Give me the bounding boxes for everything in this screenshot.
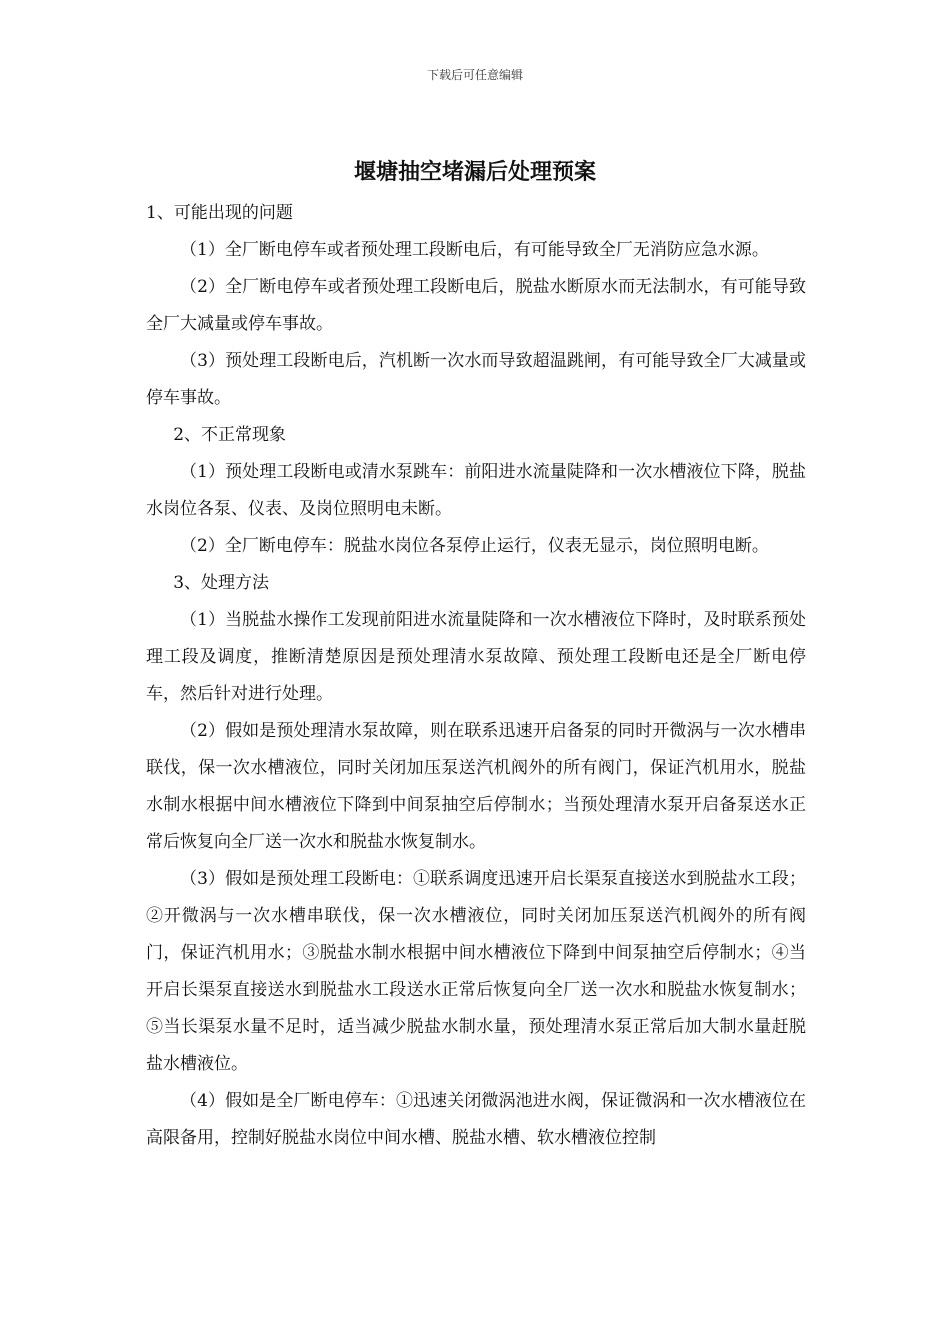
page-header: 下载后可任意编辑 bbox=[426, 68, 523, 82]
paragraph: （1）全厂断电停车或者预处理工段断电后，有可能导致全厂无消防应急水源。 bbox=[180, 240, 769, 260]
paragraph: （2）全厂断电停车或者预处理工段断电后，脱盐水断原水而无法制水，有可能导致全厂大减量或停车事故。 bbox=[146, 277, 806, 334]
paragraph: （2）全厂断电停车：脱盐水岗位各泵停止运行，仪表无显示，岗位照明电断。 bbox=[180, 536, 769, 556]
paragraph: （3）预处理工段断电后，汽机断一次水而导致超温跳闸，有可能导致全厂大减量或停车事故。 bbox=[146, 351, 806, 408]
section-heading: 3、处理方法 bbox=[173, 573, 270, 593]
document-body bbox=[146, 195, 806, 1157]
paragraph: （3）假如是预处理工段断电：①联系调度迅速开启长渠泵直接送水到脱盐水工段；②开微涡与一次水槽串联伐，保一次水槽液位，同时关闭加压泵送汽机阀外的所有阀门，保证汽机用水；③脱盐水制水根据中间水槽液位下降到中间泵抽空后停制水；④当开启长渠泵直接送水到脱盐水工段送水正常后恢复向全厂送一次水和脱盐水恢复制水；⑤当长渠泵水量不足时，适当减少脱盐水制水量，预处理清水泵正常后加大制水量赶脱盐水槽液位。 bbox=[146, 869, 806, 1074]
document-title: 堰塘抽空堵漏后处理预案 bbox=[353, 160, 596, 185]
paragraph: （1）预处理工段断电或清水泵跳车：前阳进水流量陡降和一次水槽液位下降，脱盐水岗位各泵、仪表、及岗位照明电未断。 bbox=[146, 462, 806, 519]
section-heading: 1、可能出现的问题 bbox=[146, 203, 293, 223]
paragraph: （2）假如是预处理清水泵故障，则在联系迅速开启备泵的同时开微涡与一次水槽串联伐，保一次水槽液位，同时关闭加压泵送汽机阀外的所有阀门，保证汽机用水，脱盐水制水根据中间水槽液位下降到中间泵抽空后停制水；当预处理清水泵开启备泵送水正常后恢复向全厂送一次水和脱盐水恢复制水。 bbox=[146, 721, 806, 852]
paragraph: （1）当脱盐水操作工发现前阳进水流量陡降和一次水槽液位下降时，及时联系预处理工段及调度，推断清楚原因是预处理清水泵故障、预处理工段断电还是全厂断电停车，然后针对进行处理。 bbox=[146, 610, 806, 704]
section-heading: 2、不正常现象 bbox=[173, 425, 287, 445]
paragraph: （4）假如是全厂断电停车：①迅速关闭微涡池进水阀，保证微涡和一次水槽液位在高限备用，控制好脱盐水岗位中间水槽、脱盐水槽、软水槽液位控制 bbox=[146, 1091, 806, 1148]
